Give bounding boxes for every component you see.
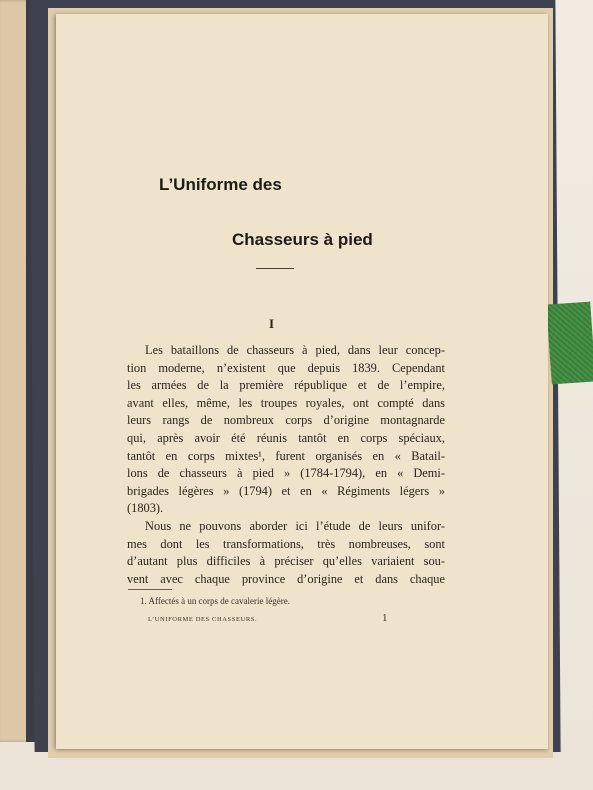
- section-numeral: I: [269, 316, 275, 331]
- body-line: (1803).: [127, 501, 164, 515]
- footnote: 1. Affectés à un corps de cavalerie légère.: [140, 596, 291, 606]
- body-line: lons de chasseurs à pied » (1784-1794), en « Demi-: [127, 466, 445, 480]
- body-line: mes dont les transformations, très nombreuses, sont: [127, 537, 445, 551]
- body-line: les armées de la première république et de l’empire,: [127, 378, 445, 392]
- body-line: leurs rangs de nombreux corps d’origine montagnarde: [127, 413, 445, 427]
- body-line: Les bataillons de chasseurs à pied, dans leur concep-: [145, 343, 445, 357]
- body-line: tantôt en corps mixtes¹, furent organisés en « Batail-: [127, 449, 445, 463]
- bookmark-ribbon: [546, 302, 593, 385]
- title-line-1: L’Uniforme des: [159, 175, 282, 194]
- body-line: Nous ne pouvons aborder ici l’étude de leurs unifor-: [145, 519, 445, 533]
- body-line: vent avec chaque province d’origine et dans chaque: [127, 572, 445, 586]
- body-line: brigades légères » (1794) et en « Régiments légers »: [127, 484, 445, 498]
- signature-mark: 1: [382, 612, 388, 624]
- body-line: tion moderne, n’existent que depuis 1839. Cependant: [127, 361, 445, 375]
- document-page: [56, 14, 548, 749]
- title-divider: [256, 268, 294, 269]
- footnote-divider: [128, 589, 172, 590]
- running-footer: L’UNIFORME DES CHASSEURS.: [148, 616, 258, 623]
- body-line: avant elles, même, les troupes royales, ont compté dans: [127, 396, 445, 410]
- body-line: qui, après avoir été réunis tantôt en corps spéciaux,: [127, 431, 445, 445]
- title-line-2: Chasseurs à pied: [232, 230, 373, 249]
- body-line: d’autant plus difficiles à préciser qu’elles variaient sou-: [127, 554, 445, 568]
